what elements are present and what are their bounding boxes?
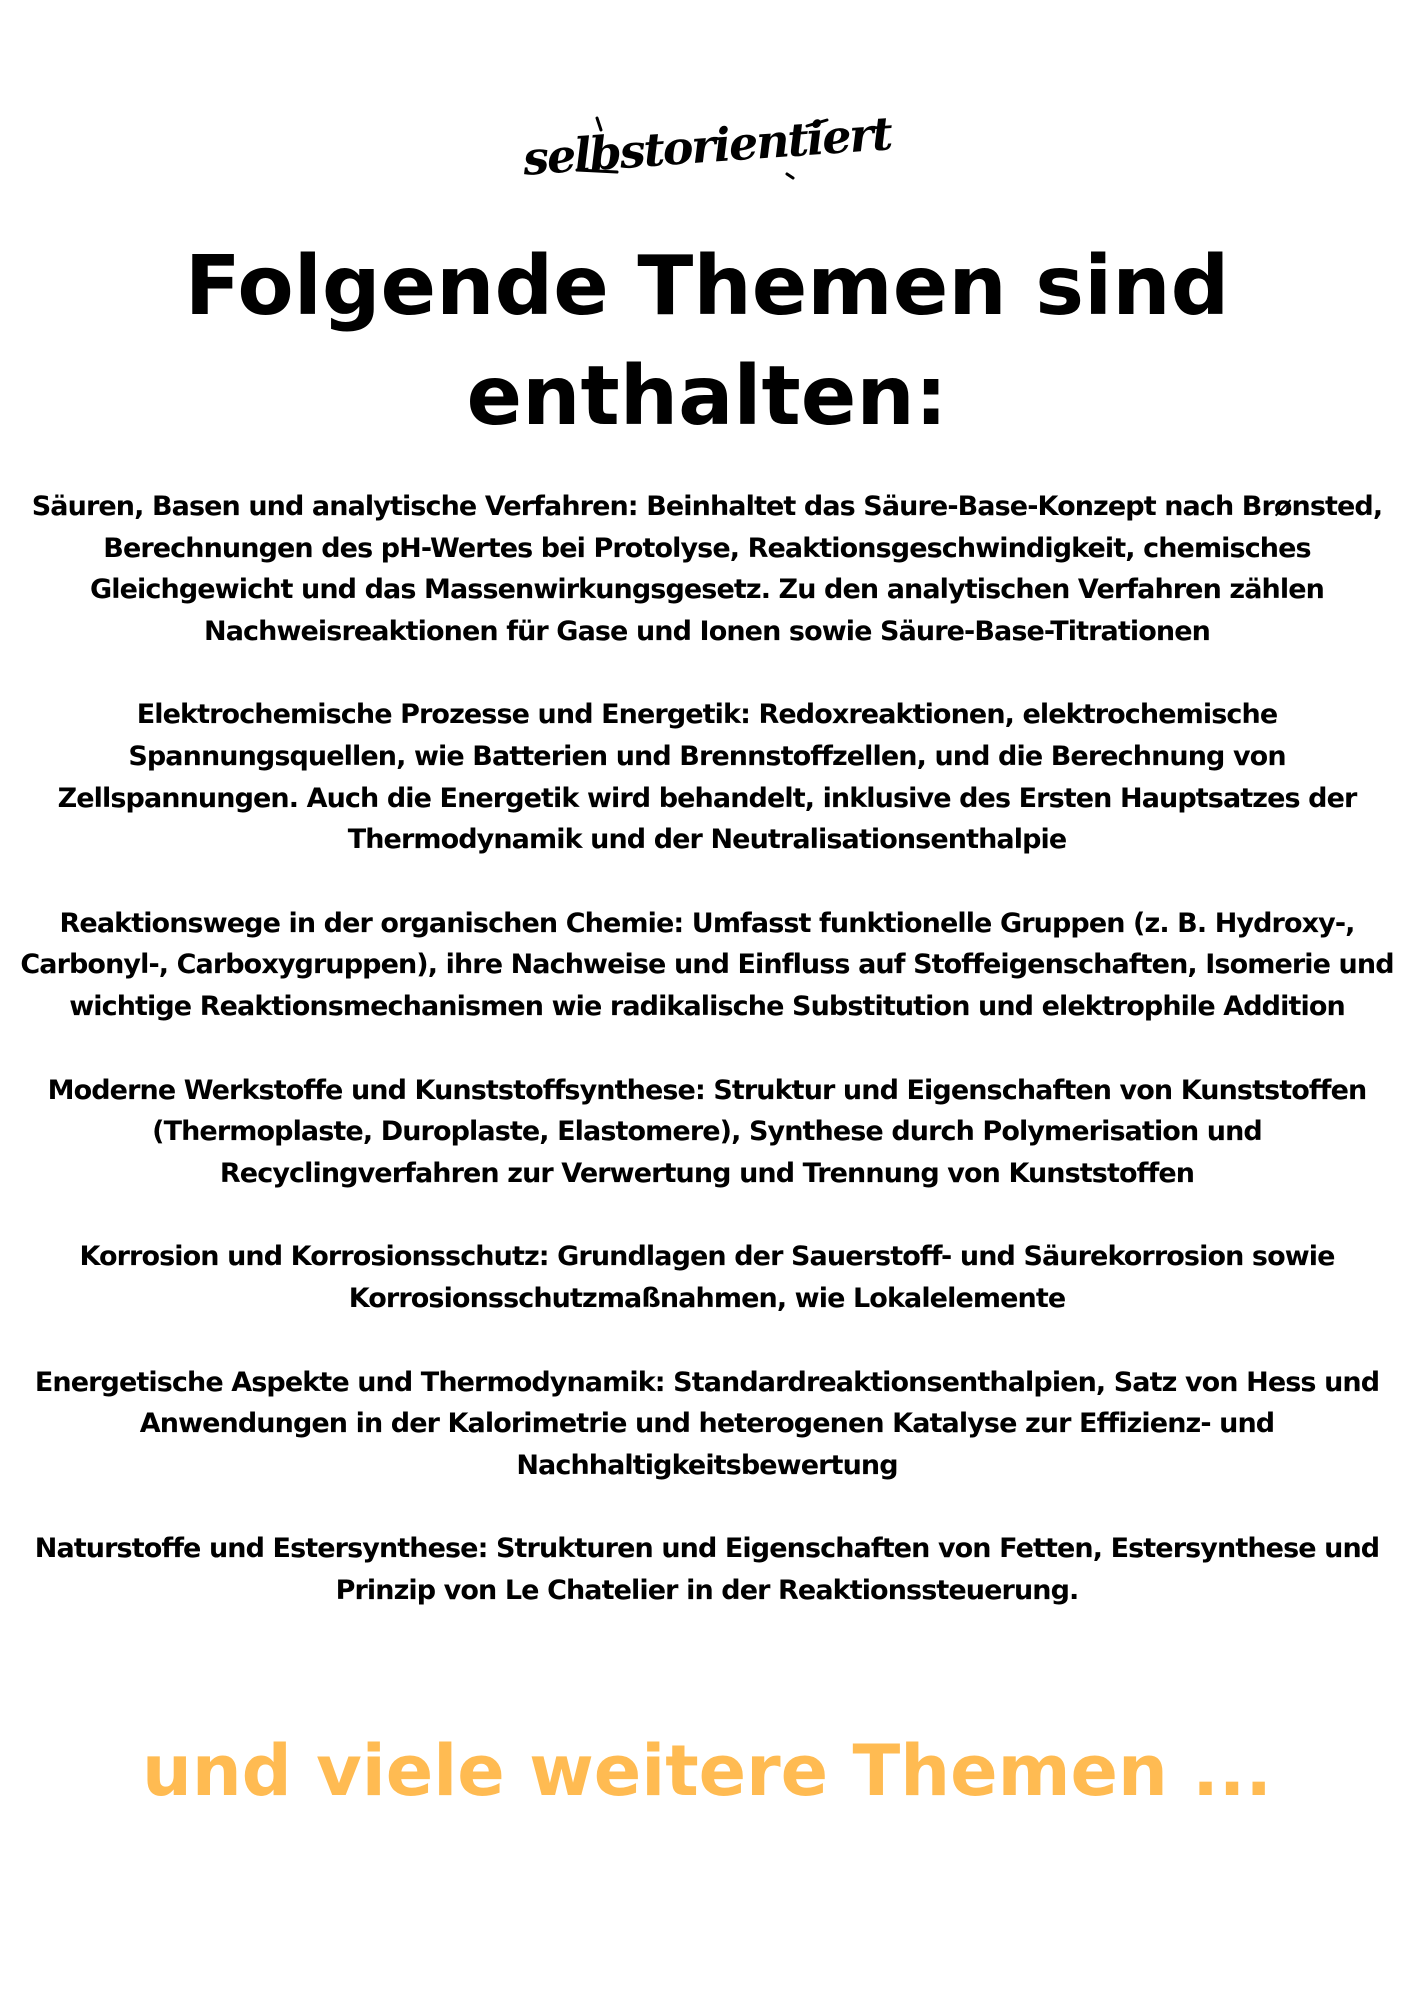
topic-acids-bases: Säuren, Basen und analytische Verfahren: Beinhaltet das Säure-Base-Konzept nach Brønsted, Berechnungen des pH-Wertes bei Protolyse, Reaktionsgeschwindigkeit, chemisches Gleichgewicht und das Massenwirkungsgesetz. Zu den analytischen Verfahren zählen Nachweisreaktionen für Gase und Ionen sowie Säure-Base-Titrationen bbox=[31, 491, 1383, 647]
topic-electrochemistry: Elektrochemische Prozesse und Energetik: Redoxreaktionen, elektrochemische Spannungsquellen, wie Batterien und Brennstoffzellen, und die Berechnung von Zellspannungen. Auch die Energetik wird behandelt, inklusive des Ersten Hauptsatzes der Thermodynamik und der Neutralisationsenthalpie bbox=[57, 699, 1357, 856]
brand-logo-lettering: selbstorientiert bbox=[521, 106, 893, 186]
topic-modern-materials: Moderne Werkstoffe und Kunststoffsynthese: Struktur und Eigenschaften von Kunststoffen (Thermoplaste, Duroplaste, Elastomere), Synthese durch Polymerisation und Recyclingverfahren zur Verwertung und Trennung von Kunststoffen bbox=[47, 1074, 1367, 1189]
topic-list bbox=[20, 486, 1394, 1653]
page-title: Folgende Themen sind enthalten: bbox=[184, 239, 1230, 444]
topic-organic-chemistry: Reaktionswege in der organischen Chemie: Umfasst funktionelle Gruppen (z. B. Hydroxy-, Carbonyl-, Carboxygruppen), ihre Nachweise und Einfluss auf Stoffeigenschaften, Isomerie und wichtige Reaktionsmechanismen wie radikalische Substitution und elektrophile Addition bbox=[20, 907, 1394, 1022]
brand-logo-icon bbox=[521, 106, 893, 186]
brand-logo bbox=[0, 108, 1414, 188]
topic-natural-substances: Naturstoffe und Estersynthese: Strukturen und Eigenschaften von Fetten, Estersynthese und Prinzip von Le Chatelier in der Reaktionssteuerung. bbox=[34, 1533, 1380, 1606]
topic-corrosion: Korrosion und Korrosionsschutz: Grundlagen der Sauerstoff- und Säurekorrosion sowie Korrosionsschutzmaßnahmen, wie Lokalelemente bbox=[79, 1241, 1335, 1314]
more-topics-tagline: und viele weitere Themen ... bbox=[142, 1730, 1272, 1812]
topic-thermodynamics: Energetische Aspekte und Thermodynamik: Standardreaktionsenthalpien, Satz von Hess und Anwendungen in der Kalorimetrie und heterogenen Katalyse zur Effizienz- und Nachhaltigkeitsbewertung bbox=[34, 1366, 1380, 1481]
